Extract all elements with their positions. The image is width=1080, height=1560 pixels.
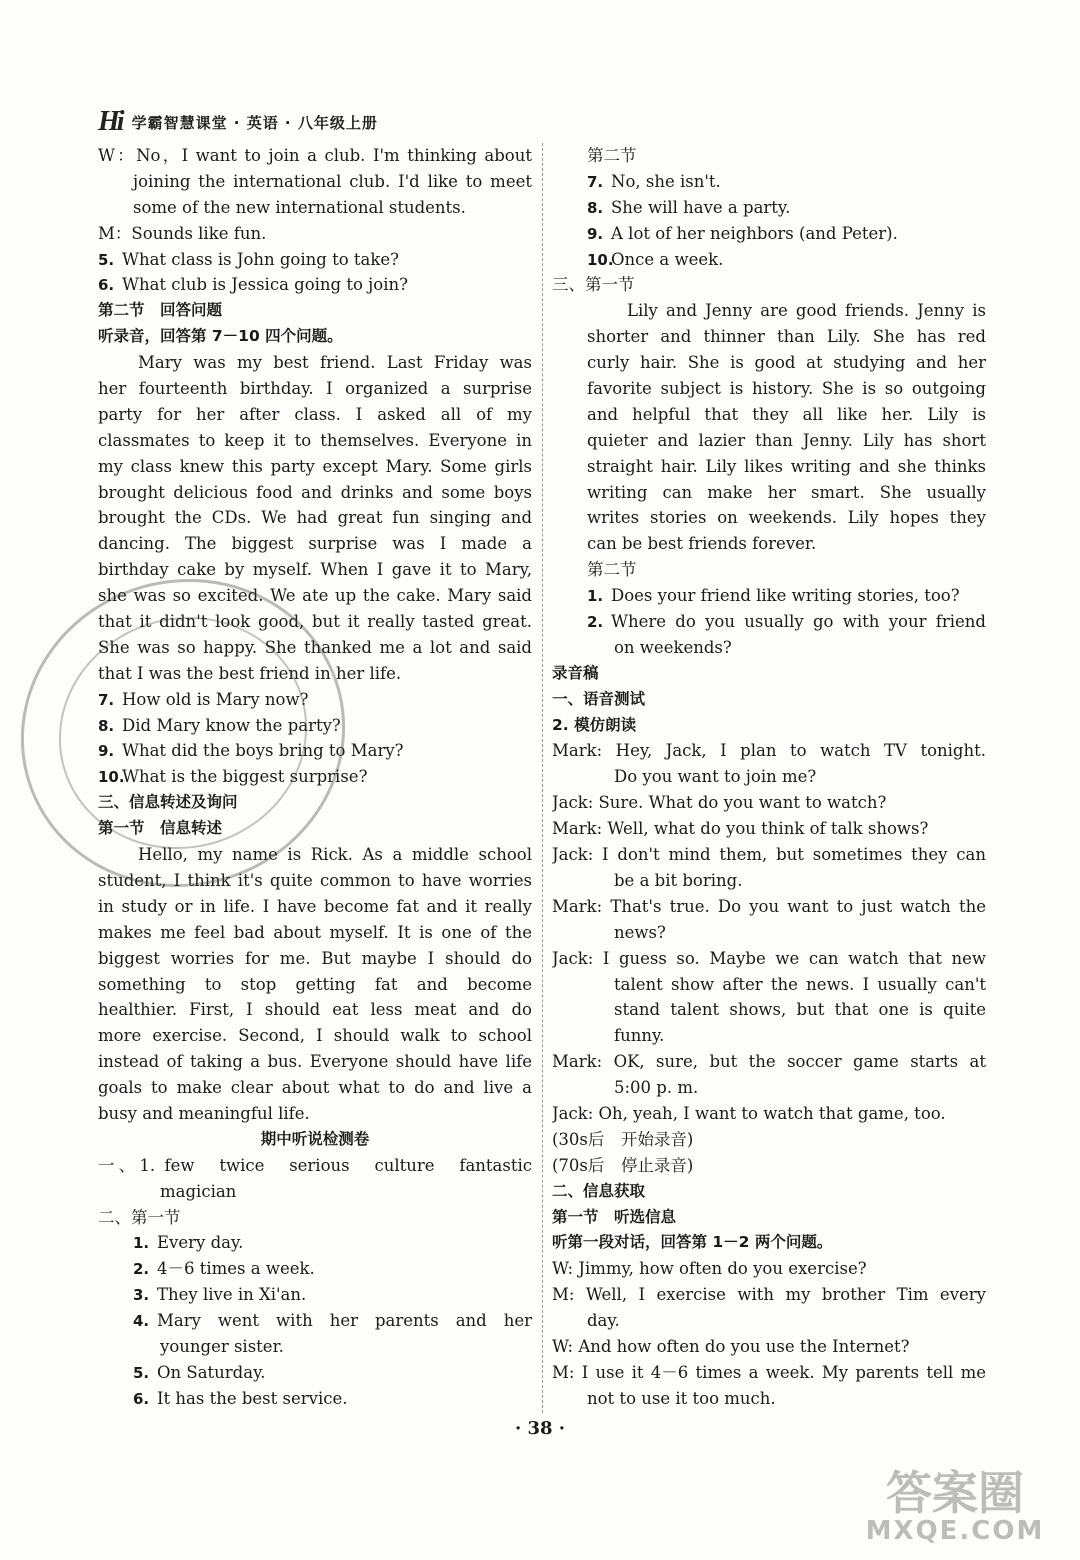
watermark-url: MXQE.COM bbox=[865, 1516, 1045, 1546]
item-number: 5. bbox=[98, 250, 115, 269]
line-text: Mark: That's true. Do you want to just watch the bbox=[552, 896, 986, 916]
line-text: stand talent shows, but that one is quite bbox=[614, 1000, 986, 1020]
line-text: birthday cake by myself. When I gave it to Mary, bbox=[98, 560, 532, 580]
line-text: Does your friend like writing stories, too? bbox=[611, 586, 960, 606]
text-line bbox=[98, 557, 532, 583]
text-line bbox=[552, 713, 986, 739]
text-line bbox=[98, 1308, 532, 1334]
text-line bbox=[552, 480, 986, 506]
text-line bbox=[552, 764, 986, 790]
line-text: 期中听说检测卷 bbox=[260, 1129, 370, 1148]
page-number: · 38 · bbox=[514, 1418, 566, 1439]
text-line bbox=[552, 247, 986, 273]
line-text: classmates to keep it to themselves. Everyone in bbox=[98, 430, 532, 450]
text-line bbox=[98, 298, 532, 324]
line-text: writing can make her smart. She usually bbox=[587, 482, 986, 502]
line-text: 第二节 回答问题 bbox=[98, 301, 223, 320]
text-line bbox=[98, 454, 532, 480]
line-text: magician bbox=[160, 1181, 237, 1201]
text-line bbox=[98, 169, 532, 195]
line-text: biggest worries for me. But maybe I should do bbox=[98, 948, 532, 968]
line-text: Jack: Sure. What do you want to watch? bbox=[552, 793, 887, 813]
item-number: 6. bbox=[133, 1389, 150, 1408]
line-text: my class knew this party except Mary. Some girls bbox=[98, 456, 532, 476]
text-line bbox=[98, 946, 532, 972]
line-text: Hello, my name is Rick. As a middle school bbox=[138, 845, 532, 865]
line-text: Did Mary know the party? bbox=[122, 715, 341, 735]
line-text: What is the biggest surprise? bbox=[122, 767, 368, 787]
text-line bbox=[552, 1360, 986, 1386]
text-line bbox=[98, 143, 532, 169]
text-line bbox=[552, 428, 986, 454]
line-text: favorite subject is history. She is so outgoing bbox=[587, 379, 986, 399]
line-text: that it didn't look good, but it really tasted great. bbox=[98, 612, 532, 632]
item-number: 2. bbox=[133, 1260, 150, 1279]
line-text: (30s后 开始录音) bbox=[552, 1129, 694, 1149]
line-text: Where do you usually go with your friend bbox=[611, 612, 986, 632]
text-line bbox=[98, 1386, 532, 1412]
line-text: 第二节 bbox=[587, 560, 637, 580]
book-title: 学霸智慧课堂 · 英语 · 八年级上册 bbox=[131, 113, 378, 132]
text-line bbox=[98, 1179, 532, 1205]
line-text: student, I think it's quite common to have worries bbox=[98, 870, 532, 890]
text-line bbox=[98, 997, 532, 1023]
line-text: funny. bbox=[614, 1026, 665, 1046]
text-line bbox=[98, 1230, 532, 1256]
text-line bbox=[552, 1334, 986, 1360]
text-line bbox=[552, 376, 986, 402]
line-text: 5:00 p. m. bbox=[614, 1078, 699, 1098]
line-text: Lily and Jenny are good friends. Jenny is bbox=[627, 301, 986, 321]
text-line bbox=[98, 972, 532, 998]
line-text: 三、信息转述及询问 bbox=[98, 793, 238, 812]
text-line bbox=[552, 1075, 986, 1101]
line-text: in study or in life. I have become fat and it really bbox=[98, 896, 532, 916]
text-line bbox=[98, 1256, 532, 1282]
line-text: can be best friends forever. bbox=[587, 534, 817, 554]
line-text: Mark: Well, what do you think of talk shows? bbox=[552, 819, 929, 839]
line-text: straight hair. Lily likes writing and she thinks bbox=[587, 456, 986, 476]
site-watermark bbox=[860, 1466, 1050, 1550]
line-text: They live in Xi'an. bbox=[157, 1285, 307, 1305]
line-text: that I was the best friend in her life. bbox=[98, 663, 402, 683]
line-text: her fourteenth birthday. I organized a surprise bbox=[98, 379, 532, 399]
text-line bbox=[98, 272, 532, 298]
line-text: Jack: I guess so. Maybe we can watch that new bbox=[552, 948, 986, 968]
text-line bbox=[552, 687, 986, 713]
line-text: Mark: Hey, Jack, I plan to watch TV tonight. bbox=[552, 741, 986, 761]
text-line bbox=[552, 195, 986, 221]
item-number: 9. bbox=[587, 224, 604, 243]
line-text: be a bit boring. bbox=[614, 870, 743, 890]
line-text: W：No，I want to join a club. I'm thinking about bbox=[98, 146, 532, 165]
text-line bbox=[552, 894, 986, 920]
line-text: W: And how often do you use the Internet? bbox=[552, 1336, 910, 1356]
line-text: 4－6 times a week. bbox=[157, 1259, 315, 1279]
line-text: brought the CDs. We had great fun singing and bbox=[98, 508, 532, 528]
line-text: No, she isn't. bbox=[611, 171, 721, 191]
text-line bbox=[98, 1023, 532, 1049]
text-line bbox=[98, 920, 532, 946]
text-line bbox=[552, 997, 986, 1023]
text-line bbox=[552, 1230, 986, 1256]
item-number: 5. bbox=[133, 1363, 150, 1382]
line-text: and helpful that they all like her. Lily is bbox=[587, 404, 986, 424]
text-line bbox=[552, 1205, 986, 1231]
text-line bbox=[98, 480, 532, 506]
text-line bbox=[552, 946, 986, 972]
line-text: Every day. bbox=[157, 1233, 244, 1253]
line-text: younger sister. bbox=[160, 1336, 284, 1356]
line-text: 2. 模仿朗读 bbox=[552, 715, 637, 734]
text-line bbox=[552, 1282, 986, 1308]
line-text: 第一节 听选信息 bbox=[552, 1207, 677, 1226]
text-line bbox=[552, 1386, 986, 1412]
item-number: 10. bbox=[98, 768, 125, 787]
line-text: makes me feel bad about myself. It is one of the bbox=[98, 922, 532, 942]
text-line bbox=[98, 1049, 532, 1075]
text-line bbox=[98, 428, 532, 454]
text-line bbox=[552, 972, 986, 998]
line-text: What club is Jessica going to join? bbox=[122, 275, 408, 295]
item-number: 10. bbox=[587, 250, 614, 269]
line-text: 听第一段对话，回答第 1－2 两个问题。 bbox=[552, 1233, 833, 1252]
text-line bbox=[552, 1023, 986, 1049]
text-line bbox=[552, 1127, 986, 1153]
line-text: 一、语音测试 bbox=[552, 689, 646, 708]
text-line bbox=[552, 324, 986, 350]
line-text: 二、第一节 bbox=[98, 1207, 181, 1227]
line-text: something to stop getting fat and become bbox=[98, 974, 532, 994]
text-line bbox=[552, 1101, 986, 1127]
text-line bbox=[98, 376, 532, 402]
line-text: On Saturday. bbox=[157, 1362, 266, 1382]
text-line bbox=[552, 842, 986, 868]
text-line bbox=[98, 1127, 532, 1153]
line-text: some of the new international students. bbox=[133, 197, 466, 217]
item-number: 9. bbox=[98, 742, 115, 761]
text-line bbox=[552, 221, 986, 247]
text-line bbox=[552, 272, 986, 298]
line-text: (70s后 停止录音) bbox=[552, 1155, 694, 1175]
text-line bbox=[98, 195, 532, 221]
line-text: party for her after class. I asked all of my bbox=[98, 404, 532, 424]
text-line bbox=[98, 1360, 532, 1386]
line-text: 三、第一节 bbox=[552, 275, 635, 295]
item-number: 8. bbox=[587, 198, 604, 217]
text-line bbox=[552, 1179, 986, 1205]
item-number: 6. bbox=[98, 276, 115, 295]
line-text: A lot of her neighbors (and Peter). bbox=[611, 223, 898, 243]
text-line bbox=[552, 661, 986, 687]
line-text: healthier. First, I should eat less meat and do bbox=[98, 1000, 532, 1020]
text-line bbox=[552, 557, 986, 583]
line-text: Mary was my best friend. Last Friday was bbox=[138, 353, 532, 373]
item-number: 4. bbox=[133, 1312, 150, 1331]
text-line bbox=[98, 324, 532, 350]
text-line bbox=[552, 609, 986, 635]
line-text: 二、信息获取 bbox=[552, 1181, 646, 1200]
text-line bbox=[552, 1308, 986, 1334]
text-line bbox=[552, 816, 986, 842]
line-text: M: I use it 4－6 times a week. My parents tell me bbox=[552, 1362, 986, 1382]
text-line bbox=[98, 1101, 532, 1127]
text-line bbox=[98, 505, 532, 531]
line-text: 听录音，回答第 7－10 四个问题。 bbox=[98, 327, 343, 346]
line-text: How old is Mary now? bbox=[122, 689, 309, 709]
text-line bbox=[98, 221, 532, 247]
line-text: on weekends? bbox=[614, 637, 732, 657]
line-text: joining the international club. I'd like to meet bbox=[133, 171, 532, 191]
line-text: M: Well, I exercise with my brother Tim every bbox=[552, 1285, 986, 1305]
page-header bbox=[98, 108, 378, 136]
column-divider bbox=[542, 143, 543, 1413]
line-text: 第一节 信息转述 bbox=[98, 819, 223, 838]
item-number: 1. bbox=[133, 1234, 150, 1253]
watermark-title: 答案圈 bbox=[886, 1466, 1024, 1520]
line-text: goals to make clear about what to do and live a bbox=[98, 1078, 532, 1098]
text-line bbox=[552, 350, 986, 376]
text-line bbox=[552, 169, 986, 195]
item-number: 1. bbox=[587, 587, 604, 606]
line-text: Once a week. bbox=[611, 249, 724, 269]
line-text: day. bbox=[587, 1311, 620, 1331]
item-number: 3. bbox=[133, 1286, 150, 1305]
brand-logo: Hi bbox=[98, 106, 122, 137]
text-line bbox=[552, 1256, 986, 1282]
line-text: news? bbox=[614, 922, 666, 942]
line-text: more exercise. Second, I should walk to school bbox=[98, 1026, 532, 1046]
text-line bbox=[552, 454, 986, 480]
line-text: shorter and thinner than Lily. She has red bbox=[587, 327, 986, 347]
text-line bbox=[98, 894, 532, 920]
text-line bbox=[98, 531, 532, 557]
line-text: Mark: OK, sure, but the soccer game starts at bbox=[552, 1052, 986, 1072]
text-line bbox=[552, 738, 986, 764]
text-line bbox=[552, 583, 986, 609]
text-line bbox=[552, 298, 986, 324]
line-text: busy and meaningful life. bbox=[98, 1103, 310, 1123]
item-number: 7. bbox=[587, 172, 604, 191]
line-text: It has the best service. bbox=[157, 1388, 348, 1408]
line-text: Mary went with her parents and her bbox=[157, 1311, 532, 1331]
line-text: She was so happy. She thanked me a lot and said bbox=[98, 637, 532, 657]
text-line bbox=[98, 1075, 532, 1101]
line-text: Jack: I don't mind them, but sometimes they can bbox=[552, 845, 986, 865]
right-column bbox=[552, 143, 986, 1412]
line-text: What did the boys bring to Mary? bbox=[122, 741, 404, 761]
text-line bbox=[552, 531, 986, 557]
text-line bbox=[552, 920, 986, 946]
line-text: 一、1. few twice serious culture fantastic bbox=[98, 1155, 532, 1175]
line-text: writes stories on weekends. Lily hopes they bbox=[587, 508, 986, 528]
text-line bbox=[552, 143, 986, 169]
line-text: What class is John going to take? bbox=[122, 249, 399, 269]
text-line bbox=[98, 402, 532, 428]
line-text: quieter and lazier than Jenny. Lily has short bbox=[587, 430, 986, 450]
text-line bbox=[552, 635, 986, 661]
item-number: 2. bbox=[587, 613, 604, 632]
text-line bbox=[98, 1334, 532, 1360]
text-line bbox=[98, 247, 532, 273]
line-text: not to use it too much. bbox=[587, 1388, 776, 1408]
line-text: She will have a party. bbox=[611, 197, 791, 217]
line-text: 第二节 bbox=[587, 146, 637, 165]
item-number: 8. bbox=[98, 716, 115, 735]
line-text: dancing. The biggest surprise was I made a bbox=[98, 534, 532, 554]
item-number: 7. bbox=[98, 690, 115, 709]
text-line bbox=[552, 790, 986, 816]
text-line bbox=[552, 402, 986, 428]
line-text: brought delicious food and drinks and some boys bbox=[98, 482, 532, 502]
text-line bbox=[98, 350, 532, 376]
line-text: 录音稿 bbox=[552, 663, 599, 682]
text-line bbox=[98, 1153, 532, 1179]
line-text: W: Jimmy, how often do you exercise? bbox=[552, 1259, 867, 1279]
text-line bbox=[552, 1153, 986, 1179]
text-line bbox=[552, 1049, 986, 1075]
text-line bbox=[552, 505, 986, 531]
text-line bbox=[98, 1282, 532, 1308]
line-text: Do you want to join me? bbox=[614, 767, 817, 787]
line-text: M：Sounds like fun. bbox=[98, 223, 267, 243]
line-text: she was so excited. We ate up the cake. Mary said bbox=[98, 586, 532, 606]
line-text: Jack: Oh, yeah, I want to watch that game, too. bbox=[552, 1103, 946, 1123]
text-line bbox=[98, 1205, 532, 1231]
text-line bbox=[552, 868, 986, 894]
line-text: curly hair. She is good at studying and her bbox=[587, 353, 986, 373]
line-text: talent show after the news. I usually can't bbox=[614, 974, 986, 994]
line-text: instead of taking a bus. Everyone should have life bbox=[98, 1052, 532, 1072]
